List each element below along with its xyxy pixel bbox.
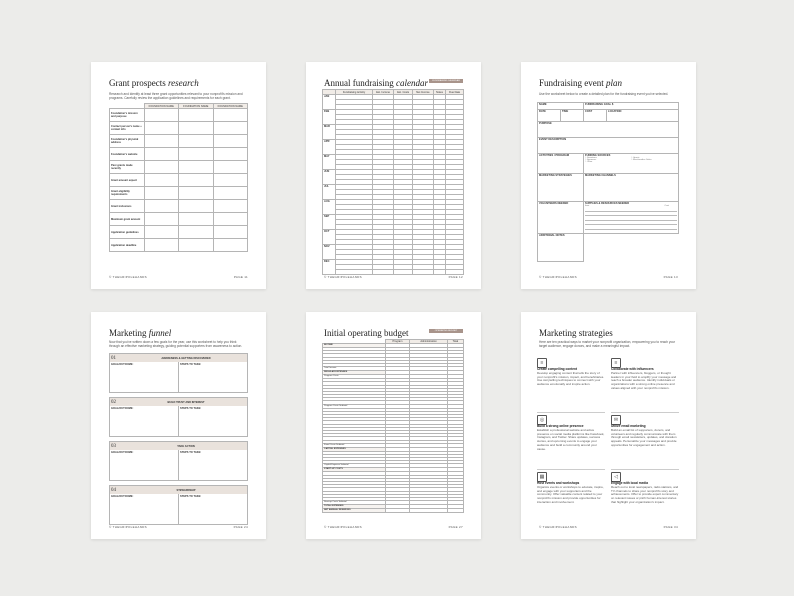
strategy-title: Collaborate with influencers — [611, 367, 654, 371]
row-label: Capital Expense Subtotal — [323, 464, 386, 468]
column-header: Net Income — [413, 90, 434, 95]
page-intro: Research and identify at least three grant opportunities relevant to your nonprofit's mission and programs. Carefully review the application guidelines and requirements for each grant. — [109, 92, 243, 101]
table-cell[interactable] — [144, 109, 179, 122]
row-label: Start-up Costs Subtotal — [323, 501, 386, 505]
table-cell[interactable] — [394, 270, 413, 275]
strategies-grid — [537, 358, 680, 528]
page-title: Grant prospects research — [109, 78, 199, 88]
divider — [611, 469, 679, 470]
table-row — [110, 200, 248, 213]
page-title: Annual fundraising calendar — [324, 78, 428, 88]
month-label: NOV — [323, 245, 336, 260]
strategy-text: Reach out to local newspapers, radio stations, and TV channels to share your nonprofit's story and achievements. Offer to provide expert commentary on relevant issues or pitch human-interest stories that highlight your organization's impact. — [611, 484, 679, 504]
grant-table — [109, 103, 248, 252]
envelope-icon: ✉ — [611, 415, 621, 425]
table-cell[interactable] — [213, 239, 248, 252]
row-label: Past grants made recently — [110, 161, 145, 174]
table-cell[interactable] — [213, 226, 248, 239]
funnel-stage — [109, 441, 248, 481]
stage-header — [110, 354, 247, 362]
page-grant-prospects — [91, 62, 266, 289]
calendar-table — [322, 89, 464, 275]
cost-field[interactable]: COST — [584, 110, 607, 122]
notes-field[interactable]: ADDITIONAL NOTES — [538, 234, 584, 262]
table-cell[interactable] — [144, 122, 179, 135]
marketing-channels-field[interactable]: MARKETING CHANNELS — [584, 174, 679, 202]
source-option[interactable]: ○ Other — [585, 161, 593, 163]
month-label: JUL — [323, 185, 336, 200]
month-label: SEP — [323, 215, 336, 230]
column-header: FOUNDATION NAME — [144, 104, 179, 109]
row-label: Grant inclusions — [110, 200, 145, 213]
table-cell[interactable] — [373, 270, 394, 275]
table-cell[interactable] — [144, 174, 179, 187]
table-cell[interactable] — [179, 148, 214, 161]
stage-header — [110, 398, 247, 406]
month-label: OCT — [323, 230, 336, 245]
table-row — [110, 187, 248, 200]
table-row — [110, 109, 248, 122]
activities-field[interactable]: ACTIVITIES / PROGRAM — [538, 154, 584, 174]
table-cell[interactable] — [385, 509, 410, 513]
stage-number: 01 — [111, 355, 116, 361]
steps-field[interactable]: STEPS TO TAKE: — [180, 407, 202, 410]
checkbox-icon[interactable]: ○ — [631, 157, 633, 159]
document-icon: ≡ — [611, 358, 621, 368]
stage-number: 04 — [111, 487, 116, 493]
table-cell[interactable] — [213, 174, 248, 187]
document-icon: ≡ — [537, 358, 547, 368]
funnel-stage — [109, 397, 248, 437]
stage-name: STEWARDSHIP — [176, 488, 196, 492]
column-header: Est. Income — [373, 90, 394, 95]
table-cell[interactable] — [213, 187, 248, 200]
table-row — [110, 239, 248, 252]
strategy-title: Build a strong online presence — [537, 424, 584, 428]
stage-name: AWARENESS & GETTING DISCOVERED — [161, 356, 211, 360]
table-cell[interactable] — [447, 509, 463, 513]
page-title: Marketing funnel — [109, 328, 172, 338]
calendar-icon: ▦ — [537, 472, 547, 482]
row-label: Program Costs Subtotal — [323, 404, 386, 408]
page-event-plan — [521, 62, 696, 289]
divider — [537, 469, 605, 470]
strategy-title: Utilize email marketing — [611, 424, 646, 428]
strategy-text: Organize events or workshops to educate, inspire, and engage with your supporters and the community. Offer valuable content related to your nonprofit's mission and provide opportunities for interaction and involvement. — [537, 484, 604, 504]
goal-field[interactable]: GOAL/OUTCOME: — [110, 450, 179, 480]
marketing-strategies-field[interactable]: MARKETING STRATEGIES — [538, 174, 584, 202]
megaphone-icon: ◁ — [611, 472, 621, 482]
table-cell[interactable] — [179, 161, 214, 174]
source-option[interactable]: ○ Grants — [631, 157, 640, 159]
steps-field[interactable]: STEPS TO TAKE: — [180, 451, 202, 454]
row-label: Grant amount expect — [110, 174, 145, 187]
section-badge: FUNDRAISING CALENDAR — [429, 79, 463, 83]
column-header: FOUNDATION NAME — [213, 104, 248, 109]
date-field[interactable]: DATE — [538, 110, 561, 122]
goal-field[interactable]: FUNDRAISING GOAL $ — [584, 103, 679, 110]
stage-header — [110, 442, 247, 450]
strategy-item — [537, 425, 605, 452]
row-label: Application deadline — [110, 239, 145, 252]
stage-name: TAKE ACTION — [177, 444, 195, 448]
page-footer: © THEGRIPOLEHANDS PAGE 34 — [539, 525, 678, 529]
goal-field[interactable]: GOAL/OUTCOME: — [110, 406, 179, 436]
source-option[interactable]: ○ Merchandise Sales — [631, 159, 652, 161]
page-footer: © THEGRIPOLEHANDS PAGE 11 — [109, 275, 248, 279]
table-row — [323, 509, 464, 513]
stage-header — [110, 486, 247, 494]
time-field[interactable]: TIME — [561, 110, 584, 122]
table-cell[interactable] — [179, 226, 214, 239]
table-cell[interactable] — [410, 509, 447, 513]
column-header: Fundraising Activity — [336, 90, 373, 95]
goal-field[interactable]: GOAL/OUTCOME: — [110, 494, 179, 524]
page-intro: Here are ten practical ways to market your nonprofit organization, empowering you to reach your target audience, engage donors, and make a meaningful impact. — [539, 340, 676, 349]
table-cell[interactable] — [144, 135, 179, 148]
divider — [537, 412, 605, 413]
budget-table — [322, 339, 464, 513]
table-cell[interactable] — [179, 200, 214, 213]
column-header: Due Date — [446, 90, 464, 95]
table-cell[interactable] — [213, 135, 248, 148]
strategy-text: Develop engaging content that tells the story of your nonprofit's mission, impact, and beneficiaries. Use storytelling techniques to connect with your audience emotionally and inspire action. — [537, 370, 605, 387]
globe-icon: ◎ — [537, 415, 547, 425]
checkbox-icon[interactable]: ○ — [585, 157, 587, 159]
table-cell[interactable] — [213, 200, 248, 213]
table-cell[interactable] — [179, 239, 214, 252]
table-row — [110, 213, 248, 226]
table-row — [110, 148, 248, 161]
table-cell[interactable] — [179, 109, 214, 122]
steps-field[interactable]: STEPS TO TAKE: — [180, 363, 202, 366]
table-cell[interactable] — [213, 109, 248, 122]
page-title: Marketing strategies — [539, 328, 613, 338]
page-footer: © THEGRIPOLEHANDS PAGE 24 — [109, 525, 248, 529]
strategy-item — [537, 482, 605, 505]
column-header: Est. Costs — [394, 90, 413, 95]
month-label: FEB — [323, 110, 336, 125]
table-cell[interactable] — [433, 270, 445, 275]
checkbox-icon[interactable]: ○ — [585, 161, 587, 163]
description-field[interactable]: EVENT DESCRIPTION — [538, 138, 679, 154]
table-cell[interactable] — [144, 148, 179, 161]
section-badge: OPERATING BUDGET — [429, 329, 463, 333]
steps-field[interactable]: STEPS TO TAKE: — [180, 495, 202, 498]
strategy-title: Create compelling content — [537, 367, 578, 371]
table-row — [110, 161, 248, 174]
supplies-field[interactable]: SUPPLIES & RESOURCES NEEDED Item Cost — [584, 202, 679, 234]
stage-number: 03 — [111, 443, 116, 449]
table-cell[interactable] — [179, 187, 214, 200]
row-label: REGULAR EXPENSES — [323, 371, 386, 375]
location-field[interactable]: LOCATION — [607, 110, 679, 122]
column-header: Administration — [410, 340, 447, 344]
month-label: MAY — [323, 155, 336, 170]
table-row — [110, 226, 248, 239]
row-label: CAPITAL EXPENSES — [323, 447, 386, 451]
table-row — [110, 174, 248, 187]
page-marketing-funnel — [91, 312, 266, 539]
month-label: JUN — [323, 170, 336, 185]
row-label: INCOME — [323, 344, 386, 348]
strategy-text: Partner with influencers, bloggers, or thought leaders in your field to amplify your message and reach a broader audience. Identify individuals or organizations with a strong online presence and values aligned with your nonprofit's mission. — [611, 370, 677, 390]
column-header: Total — [447, 340, 463, 344]
row-label: Foundation's physical address — [110, 135, 145, 148]
funnel-stage — [109, 353, 248, 393]
funnel-stages — [109, 353, 248, 529]
table-cell[interactable] — [179, 213, 214, 226]
strategy-item — [537, 368, 605, 387]
page-title: Initial operating budget — [324, 328, 409, 338]
row-label: NET ANNUAL RESERVES — [323, 509, 386, 513]
page-fundraising-calendar — [306, 62, 481, 289]
table-cell[interactable] — [213, 213, 248, 226]
checkbox-icon[interactable]: ○ — [631, 159, 633, 161]
page-footer: © THEGRIPOLEHANDS PAGE 13 — [539, 275, 678, 279]
strategy-item — [611, 482, 679, 505]
row-label: Foundation's mission and purpose — [110, 109, 145, 122]
table-cell[interactable] — [179, 122, 214, 135]
column-header: Notes — [433, 90, 445, 95]
source-option[interactable]: ○ Sponsors — [585, 159, 597, 161]
supply-line[interactable] — [585, 225, 677, 230]
table-cell[interactable] — [144, 239, 179, 252]
row-label: Contact person's name + contact info — [110, 122, 145, 135]
purpose-field[interactable]: PURPOSE — [538, 122, 679, 138]
row-label: Application guidelines — [110, 226, 145, 239]
page-intro: Now that you've written down a few goals for the year, use this worksheet to help you think through an effective marketing strategy, guiding potential supporters from awareness to action. — [109, 340, 243, 349]
table-row — [110, 135, 248, 148]
row-label: TOTAL EXPENSES — [323, 505, 386, 509]
strategy-item — [611, 368, 679, 391]
table-cell[interactable] — [144, 213, 179, 226]
table-cell[interactable] — [446, 270, 464, 275]
strategy-text: Build an email list of supporters, donors, and volunteers and regularly communicate with them through email newsletters, updates, and donation appeals. Personalize your messages and provide opportunities for engagement and action. — [611, 427, 677, 447]
month-label: DEC — [323, 260, 336, 275]
row-label: Maximum grant amount — [110, 213, 145, 226]
table-cell[interactable] — [213, 161, 248, 174]
stage-number: 02 — [111, 399, 116, 405]
divider — [611, 412, 679, 413]
table-cell[interactable] — [179, 174, 214, 187]
strategy-text: Establish a professional website and active presence on social media platforms like Facebook, Instagram, and Twitter. Share updates, success stories, and upcoming events to engage your audience and build a community around your cause. — [537, 427, 605, 451]
stage-name: BUILD TRUST AND INTEREST — [167, 400, 205, 404]
column-header: Program — [385, 340, 410, 344]
month-label: AUG — [323, 200, 336, 215]
table-cell[interactable] — [213, 148, 248, 161]
row-label: Foundation's website — [110, 148, 145, 161]
table-cell[interactable] — [336, 270, 373, 275]
table-cell[interactable] — [179, 135, 214, 148]
name-field[interactable]: NAME — [538, 103, 584, 110]
table-cell[interactable] — [144, 187, 179, 200]
strategy-title: Engage with local media — [611, 481, 649, 485]
month-label: MAR — [323, 125, 336, 140]
strategy-title: Host events and workshops — [537, 481, 580, 485]
goal-field[interactable]: GOAL/OUTCOME: — [110, 362, 179, 392]
table-row — [110, 122, 248, 135]
column-header: FOUNDATION NAME — [179, 104, 214, 109]
event-plan-table — [537, 102, 679, 262]
page-operating-budget — [306, 312, 481, 539]
source-options — [585, 157, 677, 163]
row-label: Fixed Costs Subtotal — [323, 443, 386, 447]
page-title: Fundraising event plan — [539, 78, 623, 88]
row-label: Program Costs — [323, 375, 386, 379]
source-option[interactable]: ○ Donations — [585, 157, 597, 159]
volunteers-field[interactable]: VOLUNTEERS NEEDED — [538, 202, 584, 234]
page-footer: © THEGRIPOLEHANDS PAGE 27 — [324, 525, 463, 529]
row-label: Total Income — [323, 367, 386, 371]
month-label: JAN — [323, 95, 336, 110]
table-cell[interactable] — [144, 200, 179, 213]
funding-sources-field[interactable]: FUNDING SOURCES ○ Donations ○ Grants ○ Sponsors ○ Merchandise Sales ○ Other — [584, 154, 679, 174]
month-label: APR — [323, 140, 336, 155]
table-cell[interactable] — [144, 226, 179, 239]
row-label: START-UP COSTS — [323, 468, 386, 472]
table-cell[interactable] — [213, 122, 248, 135]
table-row — [323, 270, 464, 275]
row-label: Grant eligibility requirements — [110, 187, 145, 200]
page-marketing-strategies — [521, 312, 696, 539]
page-intro: Use the worksheet below to create a detailed plan for the fundraising event you've selected. — [539, 92, 669, 96]
table-cell[interactable] — [413, 270, 434, 275]
strategy-item — [611, 425, 679, 448]
table-cell[interactable] — [144, 161, 179, 174]
page-footer: © THEGRIPOLEHANDS PAGE 12 — [324, 275, 463, 279]
funnel-stage — [109, 485, 248, 525]
checkbox-icon[interactable]: ○ — [585, 159, 587, 161]
